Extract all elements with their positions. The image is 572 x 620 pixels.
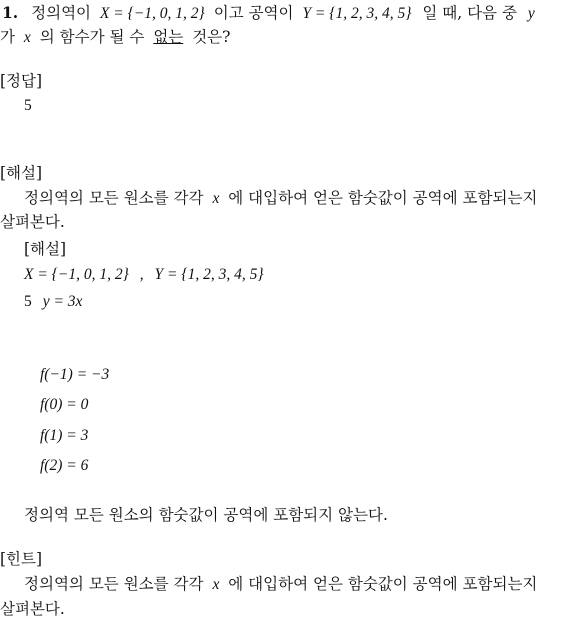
answer-value: 5	[24, 97, 32, 114]
evaluation-row: f(1) = 3	[40, 427, 89, 444]
hint-text: 정의역의 모든 원소를 각각	[24, 575, 204, 593]
separator: ,	[139, 266, 144, 283]
variable-x: x	[23, 29, 31, 46]
answer-label: [정답]	[0, 72, 43, 90]
explanation-text: 정의역의 모든 원소를 각각	[24, 189, 204, 207]
emphasis-underlined: 없는	[153, 28, 184, 46]
codomain-set-math: Y = {1, 2, 3, 4, 5}	[302, 5, 412, 22]
codomain-set-math: Y = {1, 2, 3, 4, 5}	[154, 266, 264, 283]
evaluation-row: f(0) = 0	[40, 396, 89, 413]
evaluation-row: f(2) = 6	[40, 457, 89, 474]
variable-x: x	[212, 576, 220, 593]
conclusion: 정의역 모든 원소의 함숫값이 공역에 포함되지 않는다.	[24, 506, 388, 524]
domain-set-math: X = {−1, 0, 1, 2}	[24, 266, 129, 283]
variable-x: x	[212, 190, 220, 207]
question-line-2	[0, 27, 230, 48]
question-text: 것은?	[192, 28, 231, 46]
question-text: 정의역이	[31, 4, 92, 22]
explanation-para-line-2: 살펴본다.	[0, 213, 65, 231]
choice-number: 5	[24, 293, 32, 310]
hint-line-1	[24, 574, 537, 595]
variable-y: y	[527, 5, 535, 22]
question-text: 가	[0, 28, 15, 46]
hint-line-2: 살펴본다.	[0, 600, 65, 618]
choice-function: y = 3x	[42, 293, 83, 310]
hint-text: 에 대입하여 얻은 함숫값이 공역에 포함되는지	[228, 575, 538, 593]
hint-label: [힌트]	[0, 550, 43, 568]
question-text: 이고 공역이	[213, 4, 294, 22]
explanation-text: 에 대입하여 얻은 함숫값이 공역에 포함되는지	[228, 189, 538, 207]
evaluation-row: f(−1) = −3	[40, 366, 110, 383]
explanation-para-line-1	[24, 188, 537, 209]
explanation-sub-label: [해설]	[24, 240, 67, 258]
question-line-1	[2, 3, 535, 24]
sets-line	[24, 264, 264, 285]
question-number: 1.	[2, 3, 19, 22]
explanation-label: [해설]	[0, 164, 43, 182]
question-text: 일 때, 다음 중	[422, 4, 517, 22]
choice-line	[24, 291, 82, 312]
question-text: 의 함수가 될 수	[39, 28, 145, 46]
domain-set-math: X = {−1, 0, 1, 2}	[99, 5, 205, 22]
